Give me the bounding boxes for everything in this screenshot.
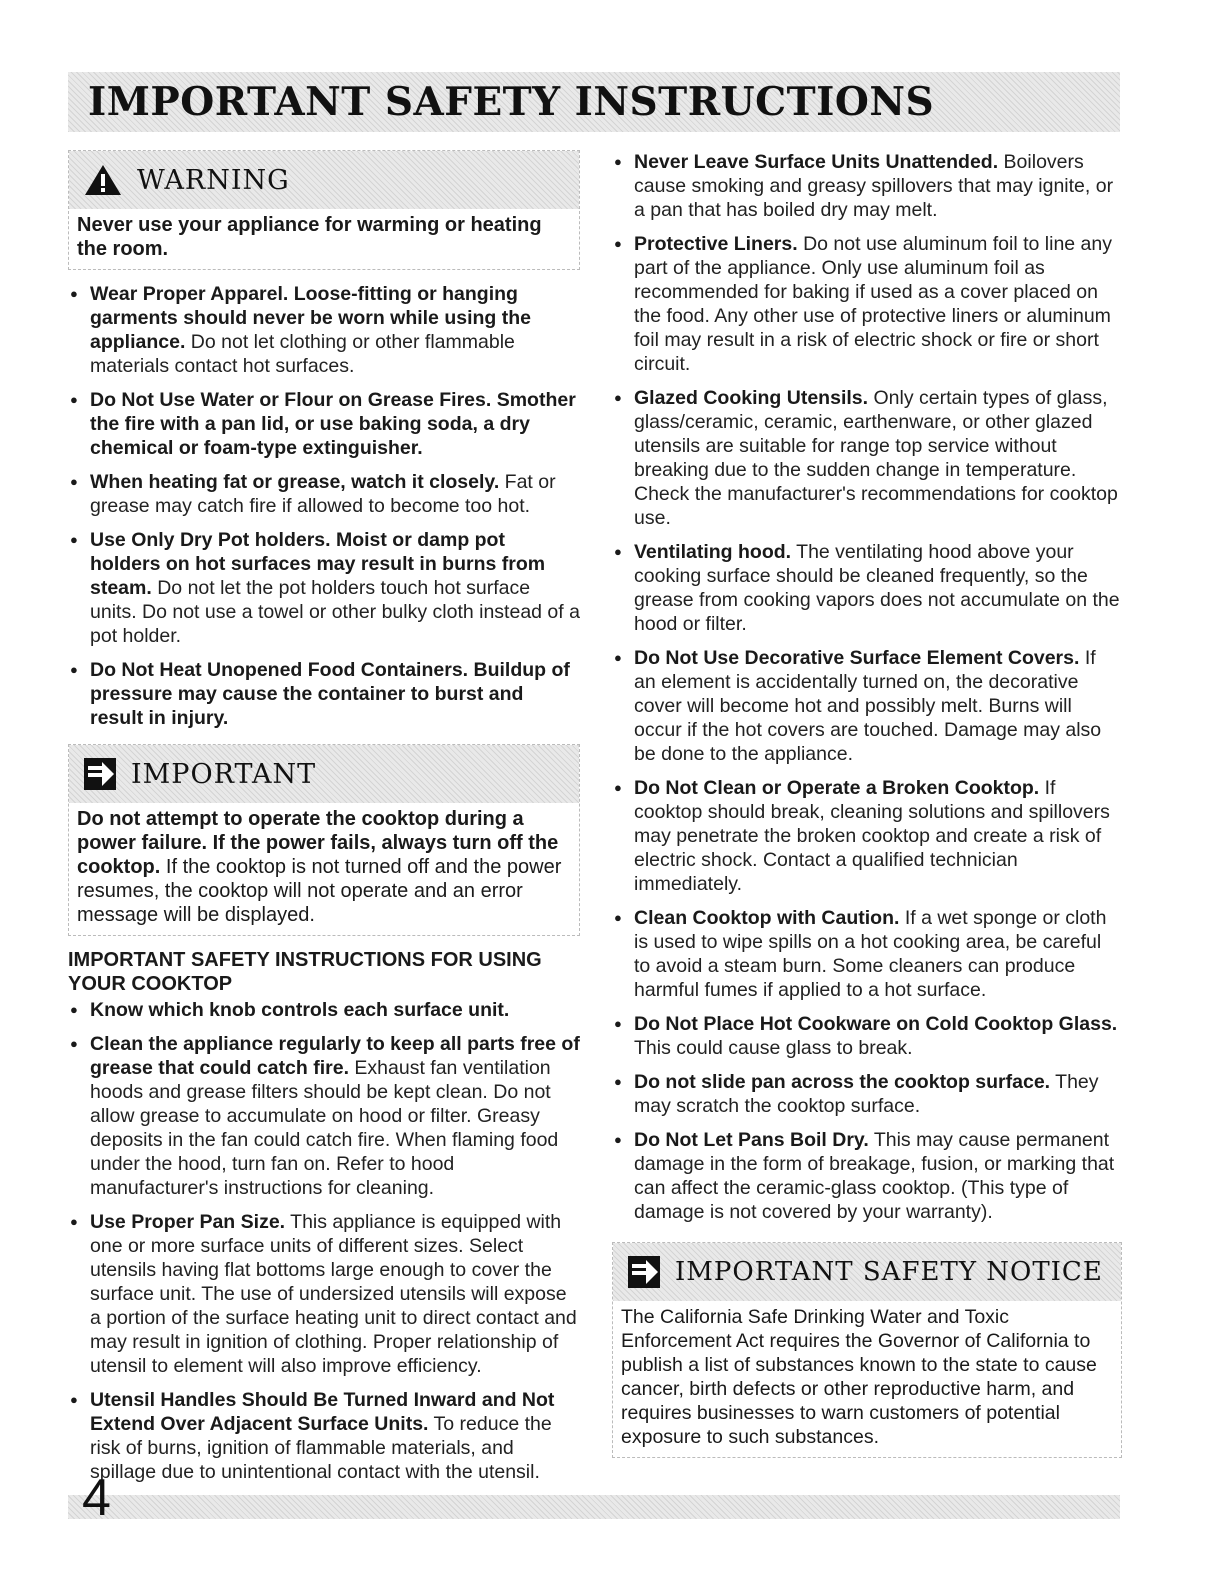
item-bold: Do Not Place Hot Cookware on Cold Cooktop Glass. xyxy=(634,1013,1118,1035)
important-body: If the cooktop is not turned off and the power resumes, the cooktop will not operate and an error message will be displayed. xyxy=(77,856,562,926)
item-body: Boilovers cause smoking and greasy spillovers that may ignite, or a pan that has boiled dry may melt. xyxy=(634,151,1114,221)
item-bold: Clean the appliance regularly to keep all parts free of grease that could catch fire. xyxy=(90,1033,580,1079)
item-bold: Never Leave Surface Units Unattended. xyxy=(634,151,999,173)
item-body: This appliance is equipped with one or more surface units of different sizes. Select utensils having flat bottoms large enough to cover the surface unit. The use of undersized utensils will expose a portion of the surface heating unit to direct contact and may result in ignition of clothing. Proper relationship of utensil to element will also improve efficiency. xyxy=(90,1211,577,1377)
list-item xyxy=(68,998,580,1022)
important-label: IMPORTANT xyxy=(131,758,317,790)
item-bold: Utensil Handles Should Be Turned Inward and Not Extend Over Adjacent Surface Units. xyxy=(90,1389,555,1435)
list-item xyxy=(68,528,580,648)
important-box-header xyxy=(69,745,579,803)
warning-box xyxy=(68,150,580,270)
list-item xyxy=(68,388,580,460)
item-body: This may cause permanent damage in the form of breakage, fusion, or marking that can affect the ceramic-glass cooktop. (This type of damage is not covered by your warranty). xyxy=(634,1129,1115,1223)
list-item xyxy=(612,1128,1122,1224)
left-items-2 xyxy=(68,998,580,1484)
item-body: This could cause glass to break. xyxy=(634,1037,913,1059)
item-bold: Glazed Cooking Utensils. xyxy=(634,387,869,409)
item-bold: Protective Liners. xyxy=(634,233,798,255)
list-item xyxy=(68,1210,580,1378)
item-body: Only certain types of glass, glass/ceramic, ceramic, earthenware, or other glazed utensils are suitable for range top service without breaking due to the sudden change in temperature. Check the manufacturer's recommendations for cooktop use. xyxy=(634,387,1118,529)
warning-box-header xyxy=(69,151,579,209)
item-body: If cooktop should break, cleaning solutions and spillovers may penetrate the broken cooktop and create a risk of electric shock. Contact a qualified technician immediately. xyxy=(634,777,1110,895)
page-title: IMPORTANT SAFETY INSTRUCTIONS xyxy=(88,79,935,125)
item-bold: Use Proper Pan Size. xyxy=(90,1211,286,1233)
right-column xyxy=(612,150,1122,1470)
item-bold: Do Not Use Decorative Surface Element Covers. xyxy=(634,647,1080,669)
item-body: To reduce the risk of burns, ignition of flammable materials, and spillage due to unintentional contact with the utensil. xyxy=(90,1413,552,1483)
item-bold: Use Only Dry Pot holders. Moist or damp pot holders on hot surfaces may result in burns from steam. xyxy=(90,529,546,599)
left-column xyxy=(68,150,580,1494)
important-hand-icon xyxy=(83,756,117,792)
warning-triangle-icon xyxy=(83,163,123,197)
notice-text: The California Safe Drinking Water and Toxic Enforcement Act requires the Governor of California to publish a list of substances known to the state to cause cancer, birth defects or other reproductive harm, and requires businesses to warn customers of potential exposure to such substances. xyxy=(621,1306,1097,1448)
page-header-bar xyxy=(68,72,1120,132)
section-heading: IMPORTANT SAFETY INSTRUCTIONS FOR USING YOUR COOKTOP xyxy=(68,949,542,995)
item-body: Do not let clothing or other flammable materials contact hot surfaces. xyxy=(90,331,515,377)
list-item xyxy=(612,906,1122,1002)
important-text xyxy=(69,803,579,935)
warning-label: WARNING xyxy=(137,164,290,196)
list-item xyxy=(612,646,1122,766)
footer-bar xyxy=(68,1495,1120,1519)
item-bold: Do Not Use Water or Flour on Grease Fires. Smother the fire with a pan lid, or use baking soda, a dry chemical or foam-type extinguisher. xyxy=(90,389,576,459)
notice-label: IMPORTANT SAFETY NOTICE xyxy=(675,1257,1103,1287)
item-body: Do not let the pot holders touch hot surface units. Do not use a towel or other bulky cloth instead of a pot holder. xyxy=(90,577,580,647)
item-bold: Do not slide pan across the cooktop surface. xyxy=(634,1071,1051,1093)
list-item xyxy=(68,470,580,518)
left-items-1 xyxy=(68,282,580,730)
item-body: The ventilating hood above your cooking surface should be cleaned frequently, so the grease from cooking vapors does not accumulate on the hood or filter. xyxy=(634,541,1120,635)
important-box xyxy=(68,744,580,936)
list-item xyxy=(68,1032,580,1200)
item-bold: Do Not Let Pans Boil Dry. xyxy=(634,1129,869,1151)
item-body: Fat or grease may catch fire if allowed to become too hot. xyxy=(90,471,556,517)
item-bold: Clean Cooktop with Caution. xyxy=(634,907,900,929)
warning-text: Never use your appliance for warming or heating the room. xyxy=(77,214,542,260)
important-bold: Do not attempt to operate the cooktop during a power failure. If the power fails, always turn off the cooktop. xyxy=(77,808,559,878)
item-bold: Ventilating hood. xyxy=(634,541,792,563)
item-body: Do not use aluminum foil to line any part of the appliance. Only use aluminum foil as recommended for baking if used as a cover placed on the food. Any other use of protective liners or aluminum foil may result in a risk of electric shock or fire or short circuit. xyxy=(634,233,1112,375)
list-item xyxy=(612,1070,1122,1118)
important-hand-icon xyxy=(627,1254,661,1290)
notice-box xyxy=(612,1242,1122,1458)
list-item xyxy=(612,150,1122,222)
list-item xyxy=(612,776,1122,896)
item-bold: Wear Proper Apparel. Loose-fitting or hanging garments should never be worn while using the appliance. xyxy=(90,283,531,353)
page-number: 4 xyxy=(82,1469,111,1527)
list-item xyxy=(68,1388,580,1484)
right-items xyxy=(612,150,1122,1224)
list-item xyxy=(68,282,580,378)
list-item xyxy=(68,658,580,730)
item-body: They may scratch the cooktop surface. xyxy=(634,1071,1099,1117)
list-item xyxy=(612,232,1122,376)
item-bold: Know which knob controls each surface unit. xyxy=(90,999,510,1021)
item-bold: Do Not Heat Unopened Food Containers. Buildup of pressure may cause the container to burst and result in injury. xyxy=(90,659,570,729)
list-item xyxy=(612,1012,1122,1060)
list-item xyxy=(612,540,1122,636)
notice-box-header xyxy=(613,1243,1121,1301)
item-bold: Do Not Clean or Operate a Broken Cooktop. xyxy=(634,777,1040,799)
item-bold: When heating fat or grease, watch it closely. xyxy=(90,471,500,493)
item-body: Exhaust fan ventilation hoods and grease filters should be kept clean. Do not allow grease to accumulate on hood or filter. Greasy deposits in the fan could catch fire. When flaming food under the hood, turn fan on. Refer to hood manufacturer's instructions for cleaning. xyxy=(90,1057,559,1199)
item-body: If an element is accidentally turned on, the decorative cover will become hot and possibly melt. Burns will occur if the hot covers are touched. Damage may also be done to the appliance. xyxy=(634,647,1102,765)
item-body: If a wet sponge or cloth is used to wipe spills on a hot cooking area, be careful to avoid a steam burn. Some cleaners can produce harmful fumes if applied to a hot surface. xyxy=(634,907,1107,1001)
list-item xyxy=(612,386,1122,530)
